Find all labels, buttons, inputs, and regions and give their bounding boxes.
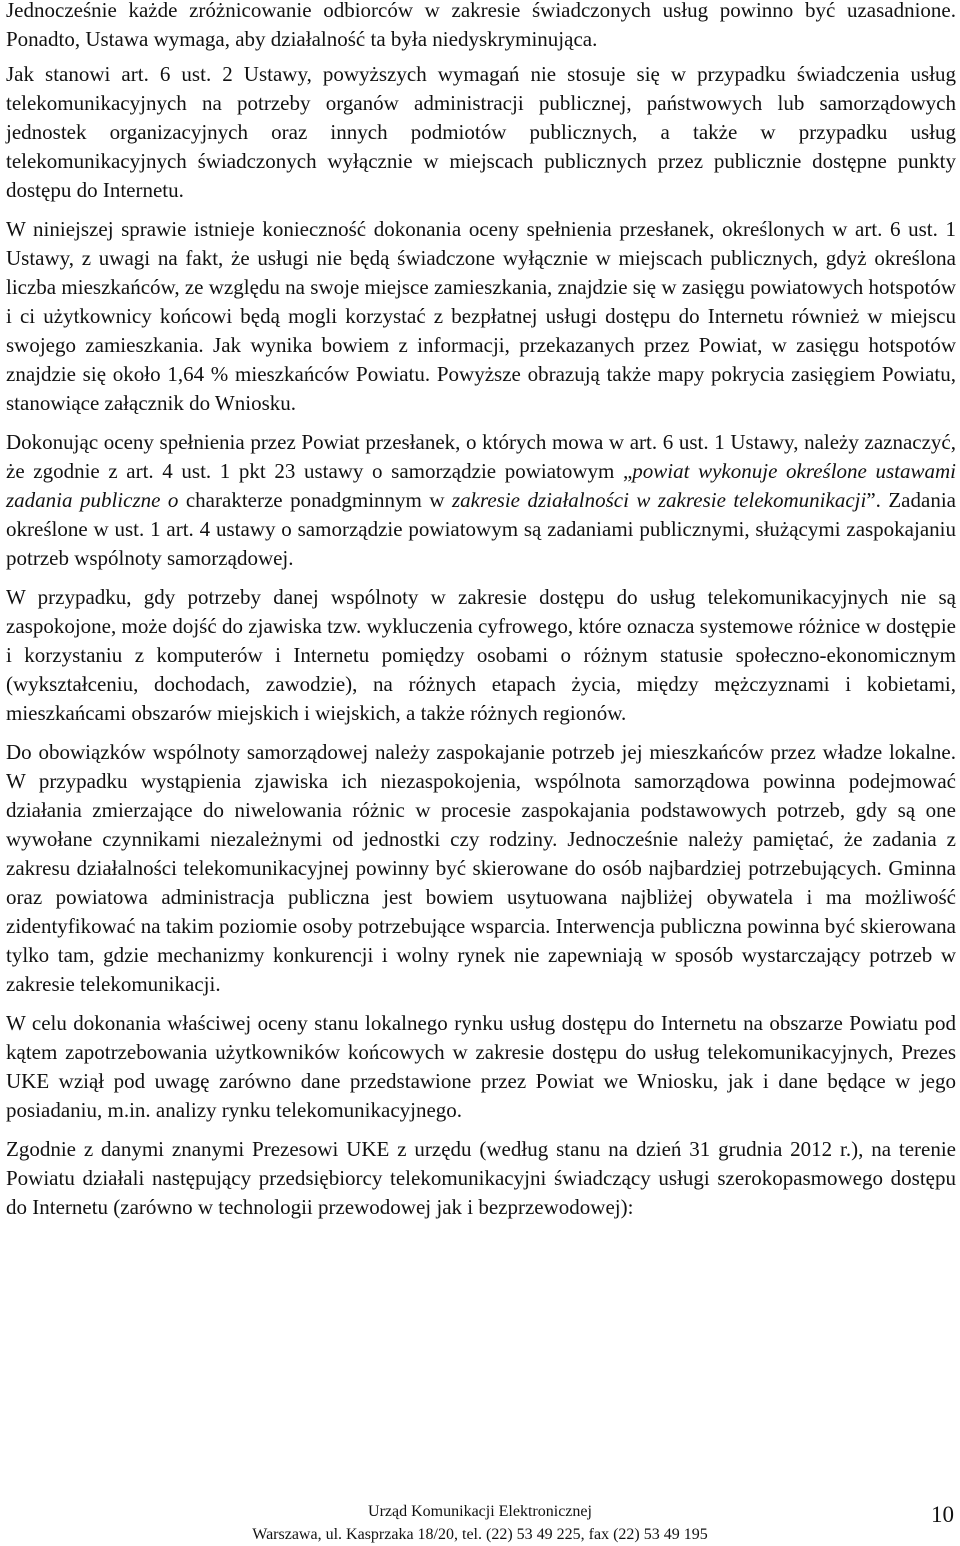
paragraph-community-duties: Do obowiązków wspólnoty samorządowej należy zaspokajanie potrzeb jej mieszkańców przez władze lokalne. W przypadku wystąpienia zjawiska ich niezaspokojenia, wspólnota samorządowa powinna podejmować działania zmierzające do niwelowania różnic w procesie zaspokajania podstawowych potrzeb, gdy są one wywołane czynnikami niezależnymi od jednostki czy rodziny. Jednocześnie należy pamiętać, że zadania z zakresu działalności telekomunikacyjnej powinny być skierowane do osób najbardziej potrzebujących. Gminna oraz powiatowa administracja publiczna jest bowiem usytuowana najbliżej obywatela i ma możliwość zidentyfikować na takim poziomie osoby potrzebujące wsparcia. Interwencja publiczna powinna być skierowana tylko tam, gdzie mechanizmy konkurencji i wolny rynek nie zapewniają w sposób wystarczający potrzeb w zakresie telekomunikacji. xyxy=(6,740,956,996)
page-footer xyxy=(0,1492,960,1545)
paragraph-art6-ust2: Jak stanowi art. 6 ust. 2 Ustawy, powyższych wymagań nie stosuje się w przypadku świadczenia usług telekomunikacyjnych na potrzeby organów administracji publicznej, państwowych lub samorządowych jednostek organizacyjnych oraz innych podmiotów publicznych, a także w przypadku usług telekomunikacyjnych świadczonych wyłącznie w miejscach publicznych przez publicznie dostępne punkty dostępu do Internetu. xyxy=(6,62,956,202)
paragraph-powiat-tasks-text-a: Dokonując oceny spełnienia przez Powiat przesłanek, o których mowa w art. 6 ust. 1 Ustawy, należy zaznaczyć, że zgodnie z art. 4 ust. 1 pkt 23 ustawy o samorządzie powiatowym „ xyxy=(6,430,956,483)
paragraph-powiat-tasks-quote-2: zakresie działalności w zakresie telekomunikacji xyxy=(451,488,867,512)
paragraph-powiat-tasks-text-c: ”. Zadania określone w ust. 1 art. 4 ustawy o samorządzie powiatowym są zadaniami publicznymi, służącymi zaspokajaniu potrzeb wspólnoty samorządowej. xyxy=(6,488,956,570)
paragraph-powiat-tasks-quote-1: powiat wykonuje określone ustawami zadania publiczne o xyxy=(6,459,956,512)
footer-info xyxy=(0,1500,960,1546)
paragraph-powiat-tasks xyxy=(6,428,956,573)
paragraph-assessment: W niniejszej sprawie istnieje konieczność dokonania oceny spełnienia przesłanek, określonych w art. 6 ust. 1 Ustawy, z uwagi na fakt, że usługi nie będą świadczone wyłącznie w miejscach publicznych, gdyż określona liczba mieszkańców, ze względu na swoje miejsce zamieszkania, znajdzie się w zasięgu powiatowych hotspotów i ci użytkownicy końcowi będą mogli korzystać z bezpłatnej usługi dostępu do Internetu również w miejscu swojego zamieszkania. Jak wynika bowiem z informacji, przekazanych przez Powiat, w zasięgu hotspotów znajdzie się około 1,64 % mieszkańców Powiatu. Powyższe obrazują także mapy pokrycia zasięgiem Powiatu, stanowiące załącznik do Wniosku. xyxy=(6,217,956,415)
paragraph-market-assessment: W celu dokonania właściwej oceny stanu lokalnego rynku usług dostępu do Internetu na obszarze Powiatu pod kątem zapotrzebowania użytkowników końcowych w zakresie dostępu do usług telekomunikacyjnych, Prezes UKE wziął pod uwagę zarówno dane przedstawione przez Powiat we Wniosku, jak i dane będące w jego posiadaniu, m.in. analizy rynku telekomunikacyjnego. xyxy=(6,1011,956,1122)
footer-address: Warszawa, ul. Kasprzaka 18/20, tel. (22) 53 49 225, fax (22) 53 49 195 xyxy=(252,1526,708,1543)
footer-institution: Urząd Komunikacji Elektronicznej xyxy=(368,1503,592,1520)
document-body xyxy=(6,0,956,1232)
paragraph-digital-exclusion: W przypadku, gdy potrzeby danej wspólnoty w zakresie dostępu do usług telekomunikacyjnych nie są zaspokojone, może dojść do zjawiska tzw. wykluczenia cyfrowego, które oznacza systemowe różnice w dostępie i korzystaniu z komputerów i Internetu pomiędzy osobami o różnym statusie społeczno-ekonomicznym (wykształceniu, dochodach, zawodzie), na różnych etapach życia, między mężczyznami i kobietami, mieszkańcami obszarów miejskich i wiejskich, a także różnych regionów. xyxy=(6,585,956,725)
page-number: 10 xyxy=(931,1502,954,1527)
paragraph-powiat-tasks-text-b: charakterze ponadgminnym w xyxy=(178,488,452,512)
paragraph-operators-intro: Zgodnie z danymi znanymi Prezesowi UKE z urzędu (według stanu na dzień 31 grudnia 2012 r.), na terenie Powiatu działali następujący przedsiębiorcy telekomunikacyjni świadczący usługi szerokopasmowego dostępu do Internetu (zarówno w technologii przewodowej jak i bezprzewodowej): xyxy=(6,1137,956,1219)
paragraph-differentiation: Jednocześnie każde zróżnicowanie odbiorców w zakresie świadczonych usług powinno być uzasadnione. Ponadto, Ustawa wymaga, aby działalność ta była niedyskryminująca. xyxy=(6,0,956,51)
